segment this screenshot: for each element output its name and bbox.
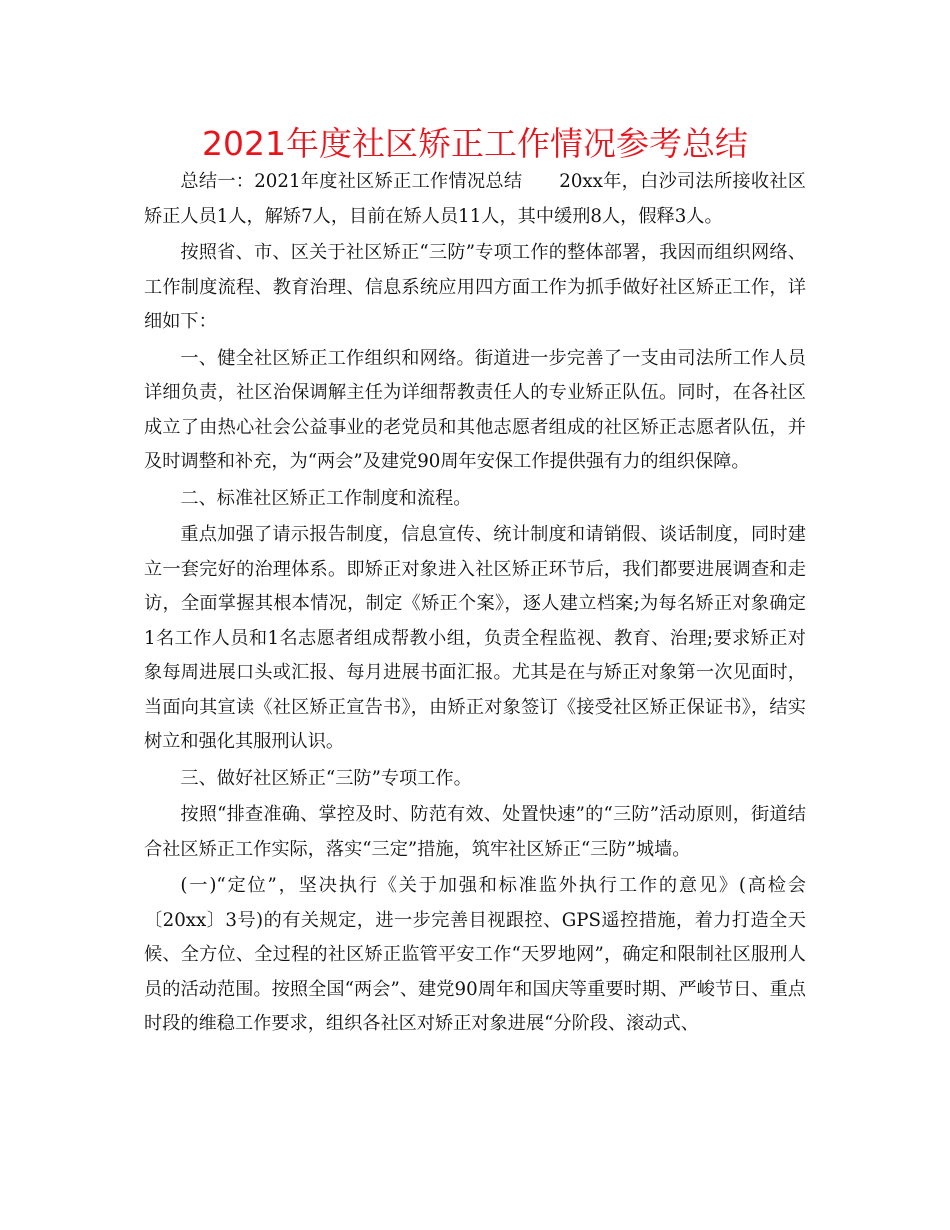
paragraph-deployment: 按照省、市、区关于社区矫正“三防”专项工作的整体部署，我因而组织网络、工作制度流程、教育治理、信息系统应用四方面工作为抓手做好社区矫正工作，详细如下：	[144, 242, 806, 332]
paragraph-section-two-body: 重点加强了请示报告制度，信息宣传、统计制度和请销假、谈话制度，同时建立一套完好的治理体系。即矫正对象进入社区矫正环节后，我们都要进展调查和走访，全面掌握其根本情况，制定《矫正个案》，逐人建立档案;为每名矫正对象确定1名工作人员和1名志愿者组成帮教小组，负责全程监视、教育、治理;要求矫正对象每周进展口头或汇报、每月进展书面汇报。尤其是在与矫正对象第一次见面时，当面向其宣读《社区矫正宣告书》，由矫正对象签订《接受社区矫正保证书》，结实树立和强化其服刑认识。	[144, 524, 806, 752]
paragraph-section-three-principle: 按照“排查准确、掌控及时、防范有效、处置快速”的“三防”活动原则，街道结合社区矫正工作实际，落实“三定”措施，筑牢社区矫正“三防”城墙。	[144, 804, 806, 860]
paragraph-section-one: 一、健全社区矫正工作组织和网络。街道进一步完善了一支由司法所工作人员详细负责，社区治保调解主任为详细帮教责任人的专业矫正队伍。同时，在各社区成立了由热心社会公益事业的老党员和其他志愿者组成的社区矫正志愿者队伍，并及时调整和补充，为“两会”及建党90周年安保工作提供强有力的组织保障。	[144, 347, 806, 472]
document-title: 2021年度社区矫正工作情况参考总结	[202, 124, 748, 163]
paragraph-section-three-heading: 三、做好社区矫正“三防”专项工作。	[180, 767, 472, 789]
paragraph-section-two-heading: 二、标准社区矫正工作制度和流程。	[180, 487, 472, 509]
paragraph-summary-intro: 总结一：2021年度社区矫正工作情况总结 20xx年，白沙司法所接收社区矫正人员1人，解矫7人，目前在矫人员11人，其中缓刑8人，假释3人。	[144, 171, 806, 227]
paragraph-positioning: (一)“定位”，坚决执行《关于加强和标准监外执行工作的意见》(高检会〔20xx〕3号)的有关规定，进一步完善目视跟控、GPS遥控措施，着力打造全天候、全方位、全过程的社区矫正监管平安工作“天罗地网”，确定和限制社区服刑人员的活动范围。按照全国“两会”、建党90周年和国庆等重要时期、严峻节日、重点时段的维稳工作要求，组织各社区对矫正对象进展“分阶段、滚动式、	[144, 875, 806, 1034]
document-body	[144, 165, 806, 1042]
